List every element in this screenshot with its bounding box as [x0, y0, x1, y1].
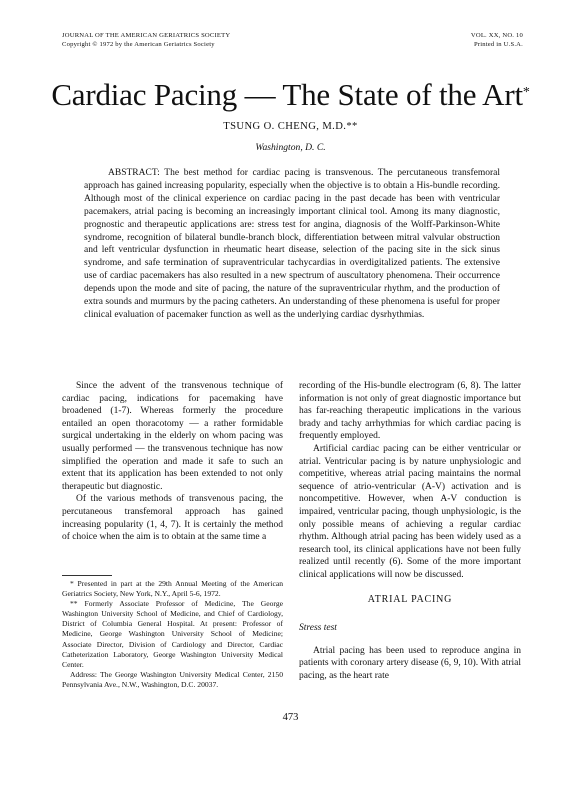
- printed-in: Printed in U.S.A.: [473, 41, 523, 48]
- body-paragraph: Of the various methods of transvenous pacing, the percutaneous transfemoral approach has gained increasing popularity (1, 4, 7). It is certainly the method of choice when the aim is to obtain at the same time a: [62, 494, 283, 543]
- footnote-affiliation: ** Formerly Associate Professor of Medicine, The George Washington University School of Medicine, and Chief of Cardiology, District of Columbia General Hospital. At present: Professor of Medicine, George Washington University School of Medicine; Associate Director, Division of Cardiology and Director, Cardiac Catheterization Laboratory, George Washington University Medical Center.: [62, 599, 283, 669]
- body-paragraph: Since the advent of the transvenous technique of cardiac pacing, indications for pacemaking have broadened (1-7). Whereas formerly the procedure entailed an open thoracotomy — a rather formidable surgical undertaking in the elderly on whom pacing was usually performed — the transvenous technique has now simplified the operation and made it safe to such an extent that its application has been extended to not only therapeutic but diagnostic.: [62, 381, 283, 492]
- running-header-right: [471, 31, 523, 49]
- body-paragraph: Artificial cardiac pacing can be either ventricular or atrial. Ventricular pacing is by nature unphysiologic and competitive, whereas atrial pacing maintains the normal sequence of atrio-ventricular (A-V) activation and is noncompetitive. However, when A-V conduction is impaired, ventricular pacing, though unphysiologic, is the only possible means of achieving a regular cardiac rhythm. Although atrial pacing has been widely used as a research tool, its clinical applications have not been fully realized until recently (6). Some of the more important clinical applications will now be discussed.: [299, 443, 521, 580]
- volume-issue: VOL. XX, NO. 10: [470, 32, 523, 39]
- page-number: 473: [282, 712, 299, 723]
- section-heading: ATRIAL PACING: [367, 593, 453, 605]
- subsection-heading: Stress test: [299, 623, 337, 634]
- author-location: Washington, D. C.: [255, 142, 326, 153]
- copyright-line: Copyright © 1972 by the American Geriatrics Society: [62, 41, 215, 48]
- body-paragraph: recording of the His-bundle electrogram (6, 8). The latter information is not only of great diagnostic importance but has far-reaching therapeutic implications in the various brady and tachy arrhythmias for which cardiac pacing is frequently employed.: [299, 381, 521, 442]
- article-title-text: Cardiac Pacing — The State of the Art: [51, 77, 523, 112]
- abstract: ABSTRACT: The best method for cardiac pacing is transvenous. The percutaneous transfemoral approach has gained increasing popularity, especially when the objective is to obtain a His-bundle recording. Although most of the clinical experience on cardiac pacing in the past decade has been with ventricular pacemakers, atrial pacing is becoming an increasingly important clinical tool. Among its many diagnostic, prognostic and therapeutic applications are: stress test for angina, diagnosis of the Wolff-Parkinson-White syndrome, recognition of bilateral bundle-branch block, differentiation between mitral valvular obstruction and left ventricular dysfunction in rheumatic heart disease, selection of the pacing site in the sick sinus syndrome, and safe termination of supraventricular tachycardias in overdigitalized patients. The extensive use of cardiac pacemakers has also resulted in a new spectrum of auscultatory phenomena. Their occurrence depends upon the mode and site of pacing, the nature of the supraventricular rhythm, and the production of extra sounds and murmurs by the pacing catheters. An understanding of these phenomena is useful for proper clinical evaluation of pacemaker function as well as the underlying cardiac dysrhythmias.: [84, 168, 500, 320]
- author-line: TSUNG O. CHENG, M.D.**: [223, 121, 358, 132]
- footnote-divider: [62, 575, 112, 576]
- title-footnote-marker: *: [522, 85, 530, 100]
- footnote-address: Address: The George Washington University Medical Center, 2150 Pennsylvania Ave., N.W., Washington, D.C. 20037.: [62, 669, 283, 689]
- running-header-left: [62, 31, 230, 49]
- body-paragraph: Atrial pacing has been used to reproduce angina in patients with coronary artery disease (6, 9, 10). With atrial pacing, as the heart rate: [299, 645, 521, 681]
- footnote-presented: * Presented in part at the 29th Annual Meeting of the American Geriatrics Society, New York, N.Y., April 5-6, 1972.: [62, 579, 283, 599]
- article-title: [0, 77, 581, 113]
- footnotes: [62, 579, 283, 690]
- body-column-left: [62, 380, 283, 544]
- journal-name: JOURNAL OF THE AMERICAN GERIATRICS SOCIETY: [62, 32, 231, 39]
- body-column-right: [299, 380, 521, 682]
